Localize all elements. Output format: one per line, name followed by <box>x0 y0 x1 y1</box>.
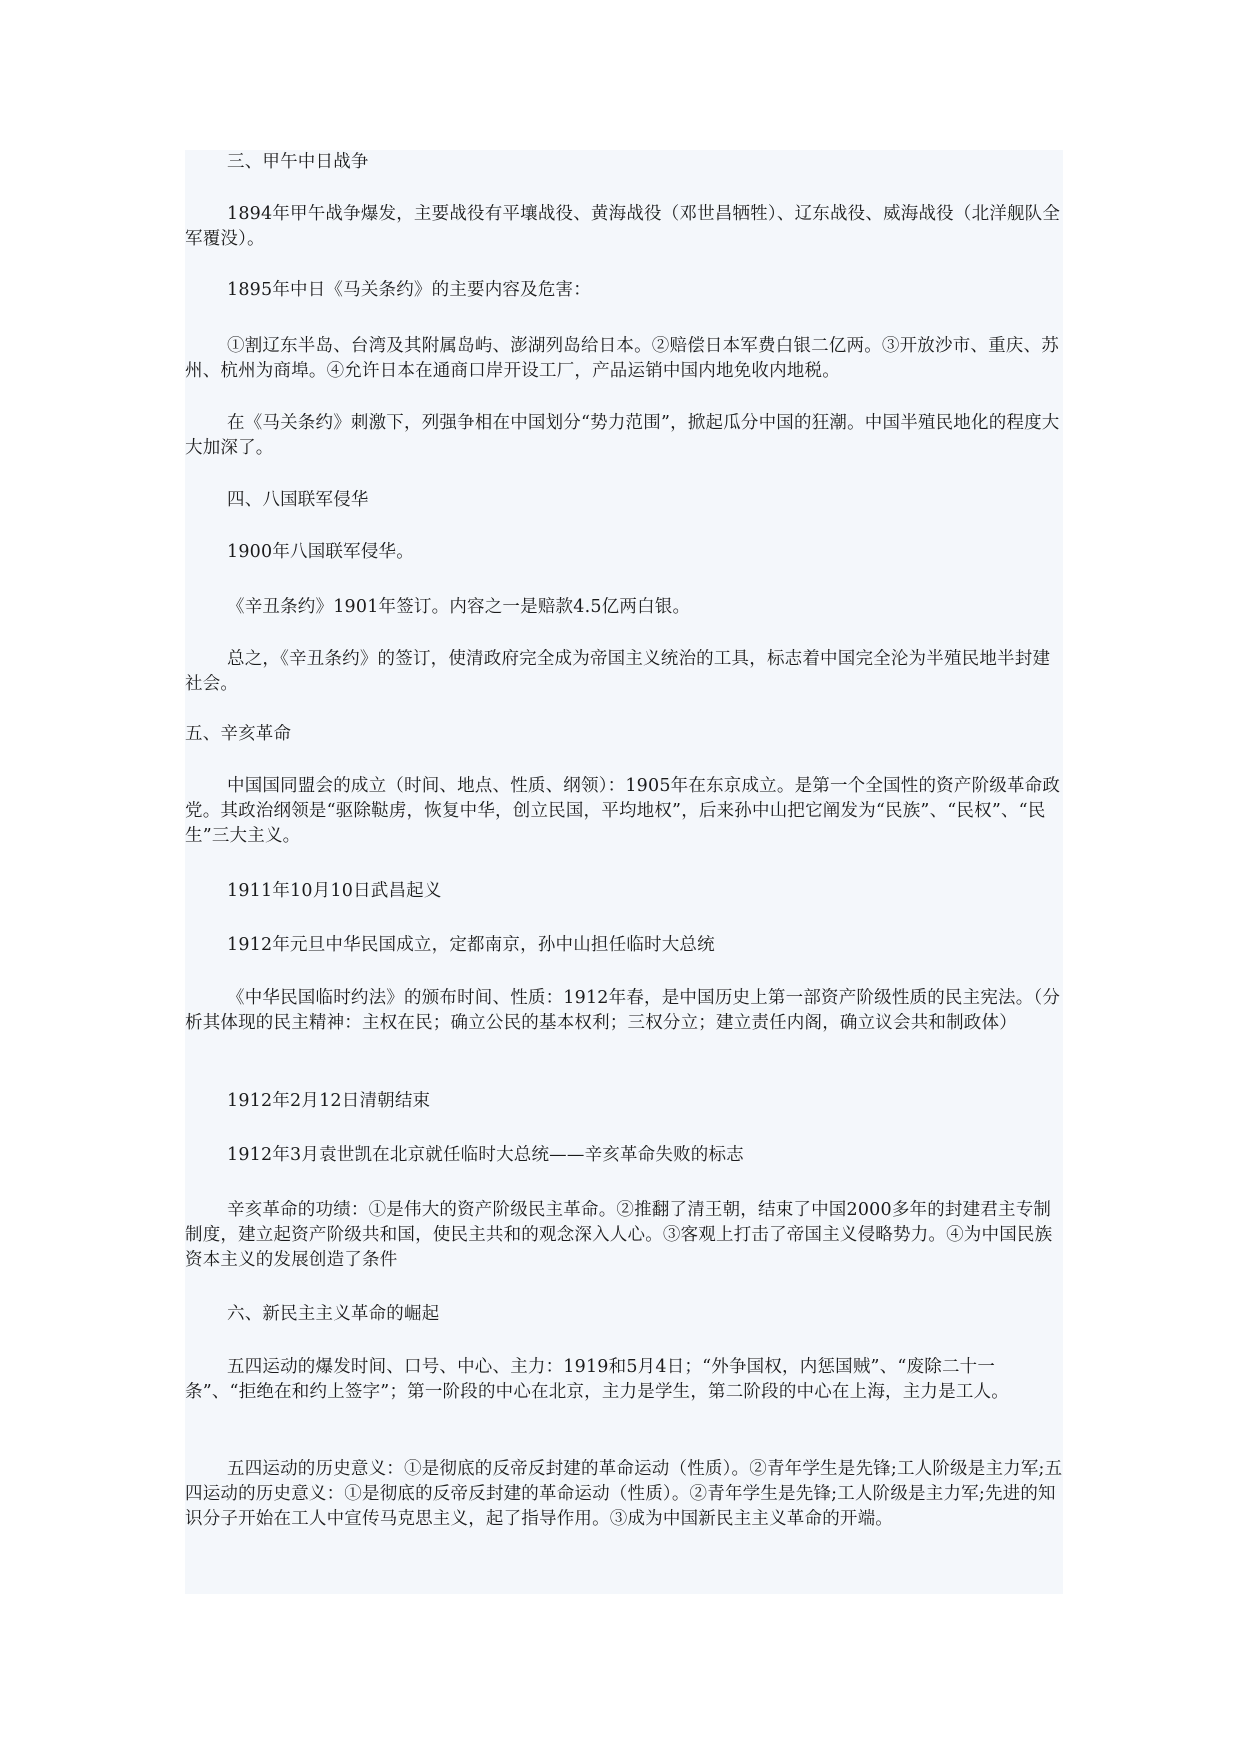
paragraph-spheres-of-influence: 在《马关条约》刺激下，列强争相在中国划分“势力范围”，掀起瓜分中国的狂潮。中国半殖民地化的程度大大加深了。 <box>185 413 1060 458</box>
paragraph-boxer-protocol: 《辛丑条约》1901年签订。内容之一是赔款4.5亿两白银。 <box>227 597 691 617</box>
paragraph-1894-war: 1894年甲午战争爆发，主要战役有平壤战役、黄海战役（邓世昌牺牲）、辽东战役、威海战役（北洋舰队全军覆没）。 <box>185 204 1061 249</box>
paragraph-qing-ends: 1912年2月12日清朝结束 <box>227 1091 431 1111</box>
heading-new-democratic-revolution: 六、新民主主义革命的崛起 <box>227 1304 440 1324</box>
paragraph-revolution-achievements: 辛亥革命的功绩：①是伟大的资产阶级民主革命。②推翻了清王朝，结束了中国2000多年的封建君主专制制度，建立起资产阶级共和国，使民主共和的观念深入人心。③客观上打击了帝国主义侵略势力。④为中国民族资本主义的发展创造了条件 <box>185 1200 1053 1270</box>
paragraph-yuan-shikai: 1912年3月袁世凯在北京就任临时大总统——辛亥革命失败的标志 <box>227 1145 744 1165</box>
paragraph-1895-treaty-intro: 1895年中日《马关条约》的主要内容及危害： <box>227 280 591 300</box>
heading-xinhai-revolution: 五、辛亥革命 <box>185 724 292 744</box>
heading-sino-japanese-war: 三、甲午中日战争 <box>227 152 369 172</box>
paragraph-may-fourth-significance: 五四运动的历史意义：①是彻底的反帝反封建的革命运动（性质）。②青年学生是先锋;工人阶级是主力军;五四运动的历史意义：①是彻底的反帝反封建的革命运动（性质）。②青年学生是先锋;工人阶级是主力军;先进的知识分子开始在工人中宣传马克思主义，起了指导作用。③成为中国新民主主义革命的开端。 <box>185 1459 1063 1529</box>
paragraph-1900-invasion: 1900年八国联军侵华。 <box>227 542 414 562</box>
paragraph-treaty-contents: ①割辽东半岛、台湾及其附属岛屿、澎湖列岛给日本。②赔偿日本军费白银二亿两。③开放沙市、重庆、苏州、杭州为商埠。④允许日本在通商口岸开设工厂，产品运销中国内地免收内地税。 <box>185 336 1059 381</box>
paragraph-provisional-constitution: 《中华民国临时约法》的颁布时间、性质：1912年春，是中国历史上第一部资产阶级性质的民主宪法。（分析其体现的民主精神：主权在民；确立公民的基本权利；三权分立；建立责任内阁，确立议会共和制政体） <box>185 988 1061 1033</box>
paragraph-may-fourth-facts: 五四运动的爆发时间、口号、中心、主力：1919和5月4日；“外争国权，内惩国贼”、“废除二十一条”、“拒绝在和约上签字”；第一阶段的中心在北京，主力是学生，第二阶段的中心在上海，主力是工人。 <box>185 1357 1009 1402</box>
heading-eight-nation-alliance: 四、八国联军侵华 <box>227 490 369 510</box>
paragraph-semi-colonial-summary: 总之，《辛丑条约》的签订，使清政府完全成为帝国主义统治的工具，标志着中国完全沦为半殖民地半封建社会。 <box>185 649 1051 694</box>
paragraph-roc-founded: 1912年元旦中华民国成立，定都南京，孙中山担任临时大总统 <box>227 935 715 955</box>
paragraph-wuchang-uprising: 1911年10月10日武昌起义 <box>227 881 442 901</box>
document-body <box>185 150 1063 1594</box>
paragraph-tongmenghui: 中国国同盟会的成立（时间、地点、性质、纲领）：1905年在东京成立。是第一个全国性的资产阶级革命政党。其政治纲领是“驱除鞑虏，恢复中华，创立民国，平均地权”，后来孙中山把它阐发为“民族”、“民权”、“民生”三大主义。 <box>185 776 1061 846</box>
